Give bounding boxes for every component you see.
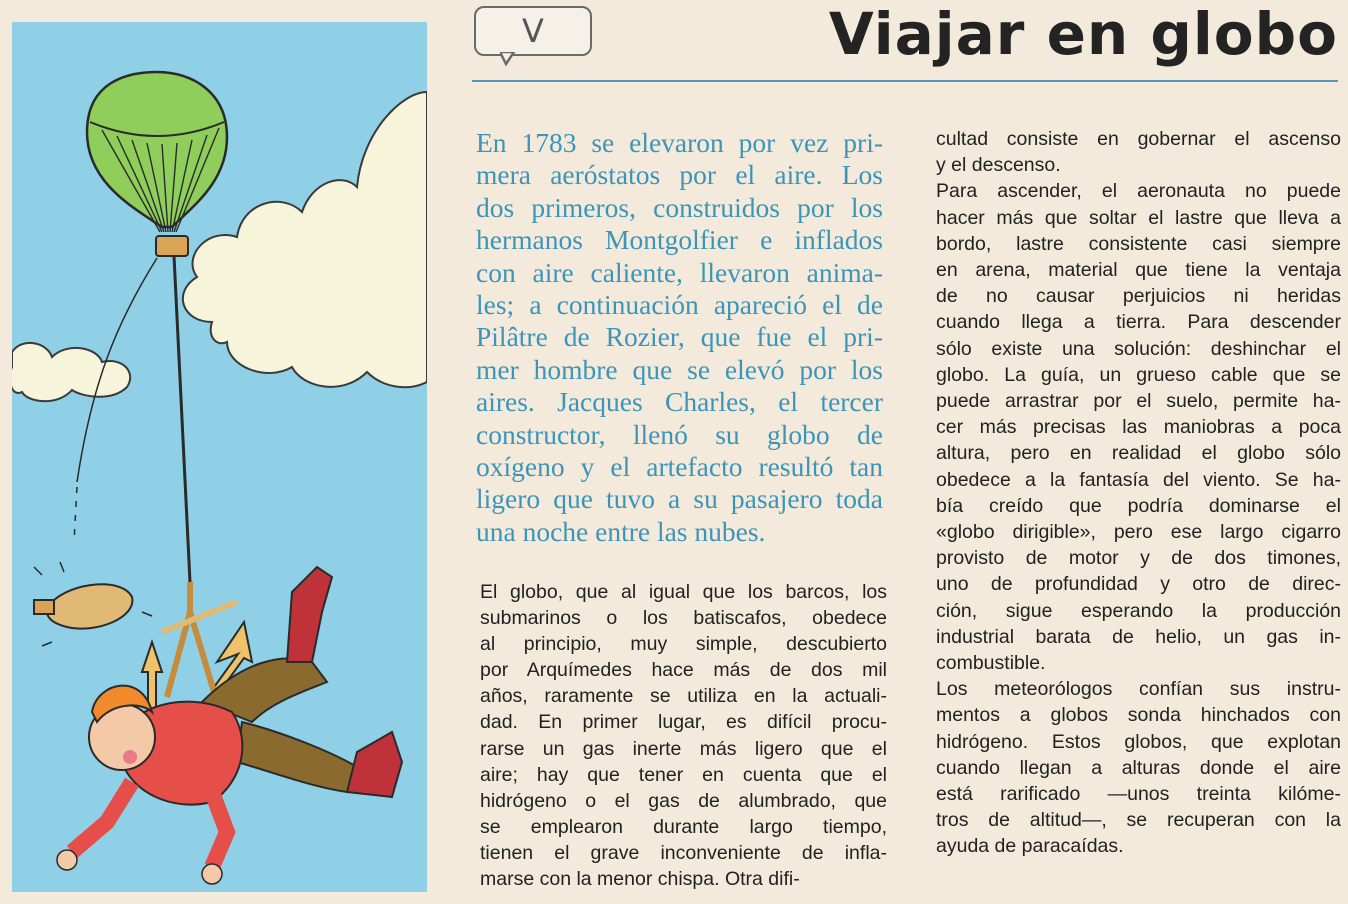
text-line: cultad consiste en gobernar el ascenso (936, 128, 1341, 150)
text-line: tienen el grave inconveniente de infla- (480, 841, 887, 864)
text-line: aires. Jacques Charles, el tercer (476, 386, 883, 418)
intro-paragraph (476, 127, 883, 548)
text-line: hidrógeno o el gas de alumbrado, que (480, 789, 887, 812)
text-line: «globo dirigible», pero ese largo cigarro (936, 521, 1341, 544)
text-line: hacer más que soltar el lastre que lleva a (936, 206, 1341, 229)
text-line: Pilâtre de Rozier, que fue el pri- (476, 321, 883, 353)
text-line: está rarificado —unos treinta kilóme- (936, 783, 1341, 806)
text-line: hidrógeno. Estos globos, que explotan (936, 730, 1341, 753)
text-line: uno de profundidad y otro de direc- (936, 573, 1341, 596)
text-line: aire; hay que tener en cuenta que el (480, 763, 887, 786)
text-line: se emplearon durante largo tiempo, (480, 815, 887, 838)
text-line: una noche entre las nubes. (476, 515, 766, 547)
text-line: rarse un gas inerte más ligero que el (480, 737, 887, 760)
cloud-small (12, 343, 130, 401)
text-line: al principio, muy simple, descubierto (480, 633, 887, 656)
text-line: hermanos Montgolfier e inflados (476, 224, 883, 256)
text-line: años, raramente se utiliza en la actuali- (480, 685, 887, 708)
text-line: les; a continuación apareció el de (476, 289, 883, 321)
text-line: cer más precisas las maniobras a poca (936, 416, 1341, 439)
text-line: bordo, lastre consistente casi siempre (936, 232, 1341, 255)
text-line: con aire caliente, llevaron anima- (476, 256, 883, 288)
text-line: marse con la menor chispa. Otra difi- (480, 868, 800, 891)
text-line: por Arquímedes hace más de dos mil (480, 659, 887, 682)
text-line: mera aeróstatos por el aire. Los (476, 159, 883, 191)
body-column-right (936, 126, 1341, 860)
text-line: globo. La guía, un grueso cable que se (936, 363, 1341, 386)
text-line: dad. En primer lugar, es difícil procu- (480, 711, 887, 734)
text-line: ción, sigue esperando la producción (936, 599, 1341, 622)
badge-tail-icon (500, 52, 518, 66)
illustration-svg (12, 22, 427, 892)
balloon-illustration (12, 22, 427, 892)
text-line: bía creído que podría dominarse el (936, 494, 1341, 517)
body-column-left (480, 579, 887, 892)
balloon-icon (87, 72, 227, 256)
text-line: y el descenso. (936, 154, 1061, 177)
text-line: constructor, llenó su globo de (476, 418, 883, 450)
page-title: Viajar en globo (828, 0, 1338, 68)
text-line: ayuda de paracaídas. (936, 835, 1124, 858)
text-line: puede arrastrar por el suelo, permite ha- (936, 390, 1341, 413)
text-line: sólo existe una solución: deshinchar el (936, 337, 1341, 360)
text-line: Para ascender, el aeronauta no puede (936, 180, 1341, 203)
text-line: altura, pero en realidad el globo sólo (936, 442, 1341, 465)
text-line: cuando llega a tierra. Para descender (936, 311, 1341, 334)
title-rule (472, 80, 1338, 82)
text-line: industrial barata de helio, un gas in- (936, 625, 1341, 648)
text-line: tros de altitud—, se recuperan con la (936, 809, 1341, 832)
text-line: dos primeros, construidos por los (476, 191, 883, 223)
text-line: ligero que tuvo a su pasajero toda (476, 483, 883, 515)
text-line: En 1783 se elevaron por vez pri- (476, 127, 883, 158)
text-line: submarinos o los batiscafos, obedece (480, 607, 887, 630)
text-line: cuando llegan a alturas donde el aire (936, 756, 1341, 779)
text-line: provisto de motor y de dos timones, (936, 547, 1341, 570)
text-line: mentos a globos sonda hinchados con (936, 704, 1341, 727)
text-line: El globo, que al igual que los barcos, los (480, 581, 887, 603)
text-line: oxígeno y el artefacto resultó tan (476, 451, 883, 483)
text-line: Los meteorólogos confían sus instru- (936, 678, 1341, 701)
section-badge: V (474, 6, 592, 56)
text-line: combustible. (936, 652, 1046, 675)
text-line: obedece a la fantasía del viento. Se ha- (936, 468, 1341, 491)
sandbag-icon (34, 562, 152, 646)
text-line: en arena, material que tiene la ventaja (936, 259, 1341, 282)
text-line: de no causar perjuicios ni heridas (936, 285, 1341, 308)
text-line: mer hombre que se elevó por los (476, 353, 883, 385)
